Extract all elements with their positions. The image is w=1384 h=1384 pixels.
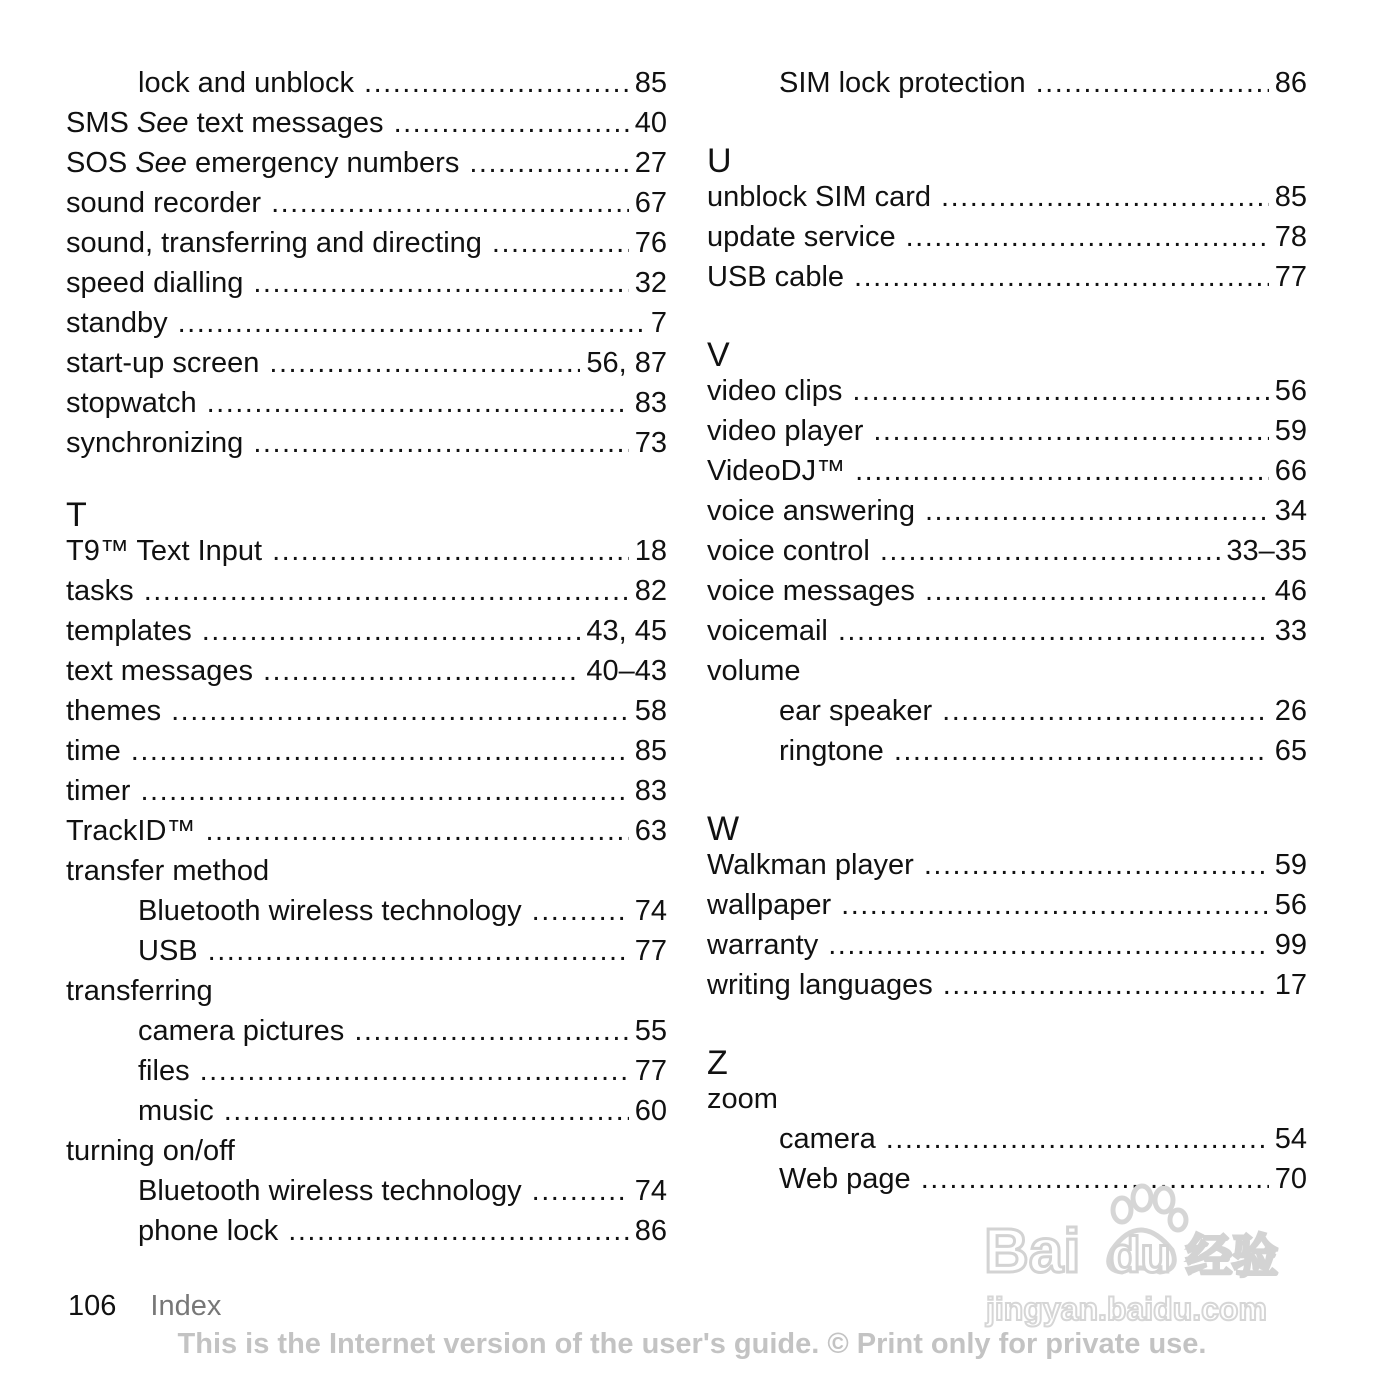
index-group-t	[66, 531, 667, 1251]
index-column-left	[66, 63, 667, 1251]
watermark-url: jingyan.baidu.com	[986, 1291, 1267, 1327]
index-page-ref: 59	[1274, 849, 1307, 881]
index-entry	[707, 1119, 1307, 1159]
dot-leader	[269, 343, 580, 383]
index-term: tasks	[66, 575, 134, 607]
index-page-ref: 34	[1274, 495, 1307, 527]
index-page-ref: 33	[1274, 615, 1307, 647]
dot-leader	[925, 491, 1269, 531]
dot-leader	[925, 571, 1269, 611]
index-page-ref: 76	[634, 227, 667, 259]
index-term: phone lock	[138, 1215, 279, 1247]
section-letter-u: U	[707, 142, 732, 180]
index-term: transferring	[66, 975, 213, 1007]
index-page-ref: 17	[1274, 969, 1307, 1001]
index-term: time	[66, 735, 121, 767]
index-entry	[66, 531, 667, 571]
index-term: voicemail	[707, 615, 828, 647]
index-entry	[66, 811, 667, 851]
index-term: timer	[66, 775, 131, 807]
dot-leader	[271, 183, 629, 223]
index-term: themes	[66, 695, 162, 727]
dot-leader	[171, 691, 629, 731]
dot-leader	[532, 891, 629, 931]
dot-leader	[942, 691, 1269, 731]
index-term: voice answering	[707, 495, 915, 527]
index-page-ref: 18	[634, 535, 667, 567]
index-term: zoom	[707, 1083, 778, 1115]
index-entry	[707, 965, 1307, 1005]
index-page-ref: 40	[634, 107, 667, 139]
index-entry	[66, 223, 667, 263]
index-page-ref: 56	[1274, 375, 1307, 407]
index-entry	[707, 63, 1307, 103]
index-term: video player	[707, 415, 864, 447]
index-entry	[66, 931, 667, 971]
dot-leader	[532, 1171, 629, 1211]
dot-leader	[886, 1119, 1269, 1159]
index-term: unblock SIM card	[707, 181, 932, 213]
dot-leader	[354, 1011, 628, 1051]
dot-leader	[492, 223, 629, 263]
index-entry	[66, 691, 667, 731]
index-page-ref: 77	[634, 1055, 667, 1087]
index-entry	[707, 1079, 1307, 1119]
index-page-ref: 70	[1274, 1163, 1307, 1195]
dot-leader	[144, 571, 629, 611]
index-entry	[66, 851, 667, 891]
index-term: camera pictures	[138, 1015, 345, 1047]
index-page-ref: 77	[1274, 261, 1307, 293]
footer-section-title: Index	[150, 1290, 222, 1322]
dot-leader	[828, 925, 1269, 965]
index-entry	[707, 217, 1307, 257]
index-term: VideoDJ™	[707, 455, 846, 487]
index-entry	[707, 691, 1307, 731]
index-page-ref: 77	[634, 935, 667, 967]
index-entry	[66, 1091, 667, 1131]
index-page-ref: 54	[1274, 1123, 1307, 1155]
index-entry	[66, 63, 667, 103]
index-term: warranty	[707, 929, 819, 961]
index-term: T9™ Text Input	[66, 535, 263, 567]
section-letter-w: W	[707, 810, 740, 848]
index-term: music	[138, 1095, 214, 1127]
dot-leader	[178, 303, 645, 343]
index-term: templates	[66, 615, 192, 647]
index-term: ringtone	[779, 735, 884, 767]
section-letter-t: T	[66, 496, 87, 534]
index-term: standby	[66, 307, 168, 339]
index-entry	[66, 1171, 667, 1211]
index-entry	[707, 611, 1307, 651]
index-page-ref: 82	[634, 575, 667, 607]
dot-leader	[131, 731, 629, 771]
index-entry	[66, 1211, 667, 1251]
dot-leader	[852, 371, 1268, 411]
index-term: speed dialling	[66, 267, 244, 299]
section-letter-z: Z	[707, 1044, 728, 1082]
dot-leader	[894, 731, 1269, 771]
index-page-ref: 46	[1274, 575, 1307, 607]
index-page-ref: 33–35	[1226, 535, 1307, 567]
index-term: sound recorder	[66, 187, 262, 219]
index-entry	[707, 651, 1307, 691]
index-entry	[66, 651, 667, 691]
index-entry	[707, 451, 1307, 491]
watermark-brand-du: du	[1110, 1227, 1172, 1283]
index-page-ref: 59	[1274, 415, 1307, 447]
index-term: camera	[779, 1123, 876, 1155]
dot-leader	[207, 383, 629, 423]
dot-leader	[140, 771, 628, 811]
index-entry	[66, 423, 667, 463]
index-entry	[66, 303, 667, 343]
index-term: voice control	[707, 535, 870, 567]
index-entry	[66, 611, 667, 651]
dot-leader	[394, 103, 629, 143]
index-entry	[707, 731, 1307, 771]
dot-leader	[272, 531, 629, 571]
dot-leader	[202, 611, 581, 651]
index-term: writing languages	[707, 969, 933, 1001]
index-group-u	[707, 177, 1307, 297]
index-term: lock and unblock	[138, 67, 355, 99]
index-term: sound, transferring and directing	[66, 227, 482, 259]
index-entry	[66, 571, 667, 611]
index-page-ref: 63	[634, 815, 667, 847]
index-column-right	[707, 63, 1307, 1199]
index-term: update service	[707, 221, 896, 253]
dot-leader	[924, 845, 1269, 885]
index-page-ref: 65	[1274, 735, 1307, 767]
index-term: volume	[707, 655, 801, 687]
dot-leader	[288, 1211, 628, 1251]
index-page-ref: 40–43	[586, 655, 667, 687]
dot-leader	[941, 177, 1269, 217]
index-page-ref: 83	[634, 775, 667, 807]
index-entry	[707, 845, 1307, 885]
dot-leader	[943, 965, 1269, 1005]
dot-leader	[205, 811, 628, 851]
index-entry	[66, 1051, 667, 1091]
index-entry	[66, 383, 667, 423]
index-term: synchronizing	[66, 427, 244, 459]
index-term: Walkman player	[707, 849, 914, 881]
index-page-ref: 86	[634, 1215, 667, 1247]
dot-leader	[469, 143, 628, 183]
index-group-s	[66, 63, 667, 463]
index-entry	[707, 257, 1307, 297]
index-entry	[66, 343, 667, 383]
baidu-jingyan-watermark	[980, 1180, 1310, 1330]
index-entry	[707, 371, 1307, 411]
index-term: stopwatch	[66, 387, 197, 419]
index-page-ref: 67	[634, 187, 667, 219]
section-letter-v: V	[707, 336, 730, 374]
index-entry	[66, 891, 667, 931]
index-page-ref: 58	[634, 695, 667, 727]
index-page-ref: 56	[1274, 889, 1307, 921]
dot-leader	[1036, 63, 1269, 103]
index-entry	[66, 183, 667, 223]
index-entry	[707, 925, 1307, 965]
index-entry	[66, 1131, 667, 1171]
index-page-ref: 66	[1274, 455, 1307, 487]
dot-leader	[873, 411, 1268, 451]
index-group-v	[707, 371, 1307, 771]
index-term: USB cable	[707, 261, 845, 293]
index-page-ref: 60	[634, 1095, 667, 1127]
dot-leader	[906, 217, 1269, 257]
index-entry	[707, 411, 1307, 451]
index-entry	[707, 531, 1307, 571]
index-term: transfer method	[66, 855, 270, 887]
index-entry	[707, 491, 1307, 531]
index-entry	[66, 263, 667, 303]
dot-leader	[364, 63, 629, 103]
index-term: TrackID™	[66, 815, 196, 847]
index-page-ref: 83	[634, 387, 667, 419]
dot-leader	[880, 531, 1221, 571]
index-page-ref: 85	[1274, 181, 1307, 213]
index-term: ear speaker	[779, 695, 933, 727]
dot-leader	[855, 451, 1269, 491]
index-entry	[707, 177, 1307, 217]
index-term: Bluetooth wireless technology	[138, 1175, 522, 1207]
index-entry	[707, 885, 1307, 925]
index-page-ref: 55	[634, 1015, 667, 1047]
index-page-ref: 7	[650, 307, 667, 339]
dot-leader	[841, 885, 1269, 925]
page-footer	[68, 1286, 221, 1326]
dot-leader	[854, 257, 1269, 297]
index-entry	[66, 143, 667, 183]
index-page-ref: 27	[634, 147, 667, 179]
index-group-s-continued	[707, 63, 1307, 103]
watermark-brand: Bai	[984, 1217, 1081, 1286]
index-term: voice messages	[707, 575, 915, 607]
index-term: files	[138, 1055, 190, 1087]
copyright-notice: This is the Internet version of the user's guide. © Print only for private use.	[177, 1328, 1207, 1360]
index-page-ref: 74	[634, 1175, 667, 1207]
index-page-ref: 85	[634, 67, 667, 99]
dot-leader	[200, 1051, 629, 1091]
watermark-cn: 经验	[1186, 1229, 1278, 1283]
index-term: Bluetooth wireless technology	[138, 895, 522, 927]
dot-leader	[253, 423, 628, 463]
index-page-ref: 78	[1274, 221, 1307, 253]
index-term: wallpaper	[707, 889, 832, 921]
index-entry	[66, 971, 667, 1011]
index-term: video clips	[707, 375, 843, 407]
index-term: SOS See emergency numbers	[66, 147, 460, 179]
index-page-ref: 99	[1274, 929, 1307, 961]
index-term: start-up screen	[66, 347, 260, 379]
index-term: turning on/off	[66, 1135, 235, 1167]
dot-leader	[838, 611, 1269, 651]
index-page-ref: 85	[634, 735, 667, 767]
dot-leader	[208, 931, 629, 971]
index-entry	[707, 571, 1307, 611]
index-page-ref: 74	[634, 895, 667, 927]
index-page-ref: 73	[634, 427, 667, 459]
index-page-ref: 56, 87	[586, 347, 667, 379]
index-entry	[66, 771, 667, 811]
dot-leader	[224, 1091, 629, 1131]
index-term: SIM lock protection	[779, 67, 1026, 99]
index-page-ref: 43, 45	[586, 615, 667, 647]
dot-leader	[253, 263, 628, 303]
page-number: 106	[68, 1290, 117, 1322]
index-page-ref: 26	[1274, 695, 1307, 727]
dot-leader	[263, 651, 580, 691]
index-term: USB	[138, 935, 198, 967]
index-term: Web page	[779, 1163, 911, 1195]
index-page-ref: 86	[1274, 67, 1307, 99]
index-term: text messages	[66, 655, 253, 687]
index-page-ref: 32	[634, 267, 667, 299]
index-group-w	[707, 845, 1307, 1005]
index-entry	[66, 103, 667, 143]
index-entry	[66, 1011, 667, 1051]
index-term: SMS See text messages	[66, 107, 384, 139]
index-entry	[66, 731, 667, 771]
